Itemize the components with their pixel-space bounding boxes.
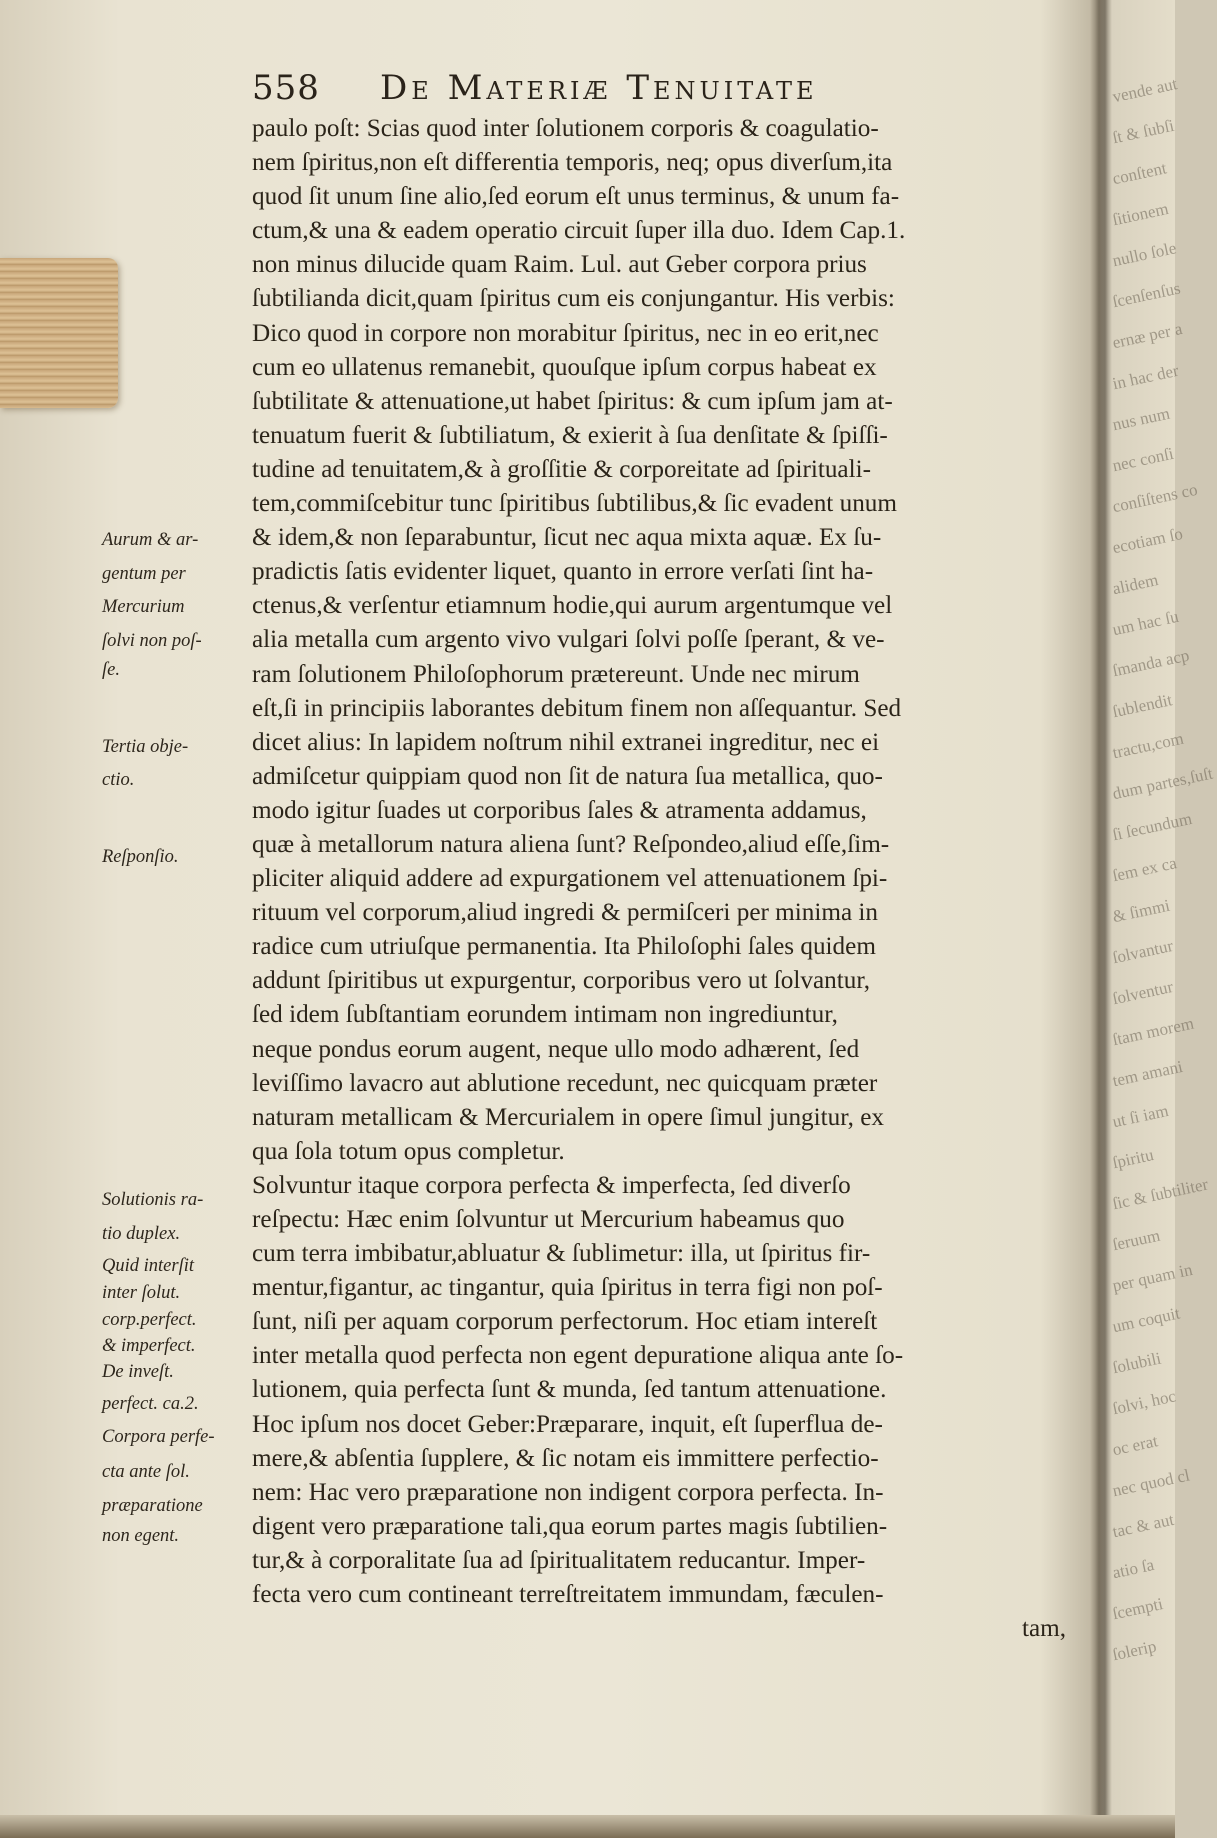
bleed-fragment: ſolerip xyxy=(1110,1636,1159,1665)
bleed-fragment: conſiſtens co xyxy=(1110,479,1200,517)
bleed-fragment: ſolvi, hoc xyxy=(1110,1386,1178,1419)
book-bottom-edge xyxy=(0,1815,1175,1838)
margin-note-line: præparatione xyxy=(102,1496,203,1516)
text-line: pradictis ſatis evidenter liquet, quanto in errore verſati ſint ha- xyxy=(252,558,874,586)
bleed-fragment: tractu,com xyxy=(1110,728,1186,763)
adjacent-page-bleed xyxy=(1110,70,1215,1670)
text-line: eſt,ſi in principiis laborantes debitum finem non aſſequantur. Sed xyxy=(252,694,902,722)
margin-note-line: De inveſt. xyxy=(102,1362,174,1382)
margin-note-line: corp.perfect. xyxy=(102,1310,197,1330)
text-line: nem: Hac vero præparatione non indigent corpora perfecta. In- xyxy=(252,1478,884,1506)
text-line: quod ſit unum ſine alio,ſed eorum eſt unus terminus, & unum fa- xyxy=(252,183,900,211)
bleed-fragment: nullo ſole xyxy=(1110,238,1178,271)
page-header xyxy=(252,62,952,112)
text-line: non minus dilucide quam Raim. Lul. aut Geber corpora prius xyxy=(252,251,867,279)
margin-note-line: non egent. xyxy=(102,1526,180,1546)
bleed-fragment: nus num xyxy=(1110,403,1172,435)
text-line: Solvuntur itaque corpora perfecta & imperfecta, ſed diverſo xyxy=(252,1171,851,1199)
text-line: admiſcetur quippiam quod non ſit de natura ſua metallica, quo- xyxy=(252,762,883,790)
bleed-fragment: ſic & ſubtiliter xyxy=(1110,1174,1210,1214)
bleed-fragment: tem amani xyxy=(1110,1056,1185,1091)
bleed-fragment: conſtent xyxy=(1110,158,1169,189)
margin-note-line: Solutionis ra- xyxy=(102,1190,204,1210)
text-line: Hoc ipſum nos docet Geber:Præparare, inquit, eſt ſuperflua de- xyxy=(252,1410,883,1438)
margin-note-line: tio duplex. xyxy=(102,1224,181,1244)
running-title: De Materiæ Tenuitate xyxy=(380,68,818,108)
text-line: modo igitur ſuades ut corporibus ſales & atramenta addamus, xyxy=(252,796,867,824)
bleed-fragment: ſpiritu xyxy=(1110,1145,1156,1173)
bleed-fragment: ſitionem xyxy=(1110,198,1171,230)
text-line: tur,& à corporalitate ſua ad ſpiritualitatem reducantur. Imper- xyxy=(252,1546,866,1574)
margin-note-line: ſolvi non poſ- xyxy=(102,631,202,651)
text-line: paulo poſt: Scias quod inter ſolutionem corporis & coagulatio- xyxy=(252,115,879,142)
margin-note-line: perfect. ca.2. xyxy=(102,1394,199,1414)
bleed-fragment: ut ſi iam xyxy=(1110,1100,1171,1132)
page-number: 558 xyxy=(252,68,320,108)
text-line: ctum,& una & eadem operatio circuit ſuper illa duo. Idem Cap.1. xyxy=(252,217,906,245)
bleed-fragment: & ſimmi xyxy=(1110,895,1172,927)
margin-note-line: & imperfect. xyxy=(102,1336,196,1356)
margin-note-line: inter ſolut. xyxy=(102,1283,181,1303)
bleed-fragment: atio ſa xyxy=(1110,1555,1156,1583)
bleed-fragment: ſublendit xyxy=(1110,690,1174,722)
margin-note-line: gentum per xyxy=(102,564,186,584)
bleed-fragment: um hac ſu xyxy=(1110,606,1181,640)
margin-note-line: cta ante ſol. xyxy=(102,1462,190,1482)
text-line: naturam metallicam & Mercurialem in opere ſimul jungitur, ex xyxy=(252,1103,884,1131)
bleed-fragment: nec quod cl xyxy=(1110,1465,1192,1501)
bleed-fragment: per quam in xyxy=(1110,1259,1195,1296)
bleed-fragment: ernæ per a xyxy=(1110,319,1184,353)
margin-note-line: ſe. xyxy=(102,660,120,680)
text-line: qua ſola totum opus completur. xyxy=(252,1137,565,1165)
text-line: fecta vero cum contineant terreſtreitatem immundam, fæculen- xyxy=(252,1581,884,1609)
text-line: inter metalla quod perfecta non egent depuratione aliqua ante ſo- xyxy=(252,1342,904,1370)
bleed-fragment: ſtam morem xyxy=(1110,1013,1196,1050)
text-line: alia metalla cum argento vivo vulgari ſolvi poſſe ſperant, & ve- xyxy=(252,626,885,654)
text-line: digent vero præparatione tali,qua eorum partes magis ſubtilien- xyxy=(252,1512,888,1540)
text-line: nem ſpiritus,non eſt differentia temporis, neq; opus diverſum,ita xyxy=(252,149,893,177)
text-line: addunt ſpiritibus ut expurgentur, corporibus vero ut ſolvantur, xyxy=(252,967,871,995)
text-line: lutionem, quia perfecta ſunt & munda, ſed tantum attenuatione. xyxy=(252,1376,887,1404)
bleed-fragment: ſt & ſubſi xyxy=(1110,115,1176,148)
text-line: tenuatum fuerit & ſubtiliatum, & exierit à ſua denſitate & ſpiſſi- xyxy=(252,421,888,449)
text-line: reſpectu: Hæc enim ſolvuntur ut Mercurium habeamus quo xyxy=(252,1206,845,1233)
page-gutter-shadow xyxy=(1090,0,1108,1838)
text-line: pliciter aliquid addere ad expurgationem vel attenuationem ſpi- xyxy=(252,865,888,893)
text-line: cum eo ullatenus remanebit, quouſque ipſum corpus habeat ex xyxy=(252,353,877,381)
bleed-fragment: ſeruum xyxy=(1110,1225,1162,1255)
bleed-fragment: in hac der xyxy=(1110,360,1181,394)
margin-note-line: Aurum & ar- xyxy=(102,530,199,550)
text-line: quæ à metallorum natura aliena ſunt? Reſpondeo,aliud eſſe,ſim- xyxy=(252,830,890,858)
text-line: Dico quod in corpore non morabitur ſpiritus, nec in eo erit,nec xyxy=(252,319,879,347)
bleed-fragment: alidem xyxy=(1110,570,1160,599)
bleed-fragment: ſcenſenſus xyxy=(1110,278,1183,312)
text-line: ſubtilitate & attenuatione,ut habet ſpiritus: & cum ipſum jam at- xyxy=(252,387,893,415)
bleed-fragment: ſolubili xyxy=(1110,1348,1163,1378)
bleed-fragment: um coquit xyxy=(1110,1303,1182,1337)
margin-note-line: Quid interſit xyxy=(102,1256,194,1276)
margin-note-line: Corpora perfe- xyxy=(102,1427,215,1447)
text-line: ſunt, niſi per aquam corporum perfectorum. Hoc etiam intereſt xyxy=(252,1308,878,1336)
catchword: tam, xyxy=(1022,1615,1067,1643)
text-line: ſubtilianda dicit,quam ſpiritus cum eis conjungantur. His verbis: xyxy=(252,285,895,313)
text-line: cum terra imbibatur,abluatur & ſublimetur: illa, ut ſpiritus fir- xyxy=(252,1240,871,1268)
text-line: rituum vel corporum,aliud ingredi & permiſceri per minima in xyxy=(252,899,879,927)
text-line: ram ſolutionem Philoſophorum prætereunt. Unde nec mirum xyxy=(252,660,860,688)
bleed-fragment: vende aut xyxy=(1110,74,1179,107)
margin-note-line: ctio. xyxy=(102,770,135,790)
bleed-fragment: oc erat xyxy=(1110,1431,1160,1460)
text-line: leviſſimo lavacro aut ablutione recedunt, nec quicquam præter xyxy=(252,1069,878,1097)
text-line: radice cum utriuſque permanentia. Ita Philoſophi ſales quidem xyxy=(252,933,876,961)
text-line: dicet alius: In lapidem noſtrum nihil extranei ingreditur, nec ei xyxy=(252,728,880,756)
text-line: mere,& abſentia ſupplere, & ſic notam eis immittere perfectio- xyxy=(252,1444,879,1472)
book-edge-fore xyxy=(0,258,118,408)
text-line: tem,commiſcebitur tunc ſpiritibus ſubtilibus,& ſic evadent unum xyxy=(252,490,897,518)
text-line: mentur,figantur, ac tingantur, quia ſpiritus in terra figi non poſ- xyxy=(252,1274,883,1302)
bleed-fragment: ſmanda acp xyxy=(1110,645,1191,681)
bleed-fragment: ſem ex ca xyxy=(1110,853,1179,886)
text-line: ctenus,& verſentur etiamnum hodie,qui aurum argentumque vel xyxy=(252,592,893,620)
bleed-fragment: dum partes,ſuſt xyxy=(1110,763,1215,804)
bleed-fragment: ſolvantur xyxy=(1110,935,1175,968)
text-line: ſed idem ſubſtantiam eorundem intimam non ingrediuntur, xyxy=(252,1001,838,1029)
bleed-fragment: nec conſi xyxy=(1110,443,1176,476)
margin-note-line: Tertia obje- xyxy=(102,737,189,757)
text-line: & idem,& non ſeparabuntur, ſicut nec aqua mixta aquæ. Ex ſu- xyxy=(252,524,882,552)
bleed-fragment: ſolventur xyxy=(1110,976,1175,1009)
bleed-fragment: ſcempti xyxy=(1110,1594,1165,1624)
body-text xyxy=(252,112,1067,1646)
text-line: tudine ad tenuitatem,& à groſſitie & corporeitate ad ſpirituali- xyxy=(252,455,871,483)
text-line: neque pondus eorum augent, neque ullo modo adhærent, ſed xyxy=(252,1035,860,1063)
bleed-fragment: ecotiam ſo xyxy=(1110,523,1185,558)
margin-note-line: Mercurium xyxy=(102,597,185,617)
bleed-fragment: tac & aut xyxy=(1110,1509,1176,1542)
bleed-fragment: ſi ſecundum xyxy=(1110,808,1194,845)
margin-note-line: Reſponſio. xyxy=(102,847,179,867)
